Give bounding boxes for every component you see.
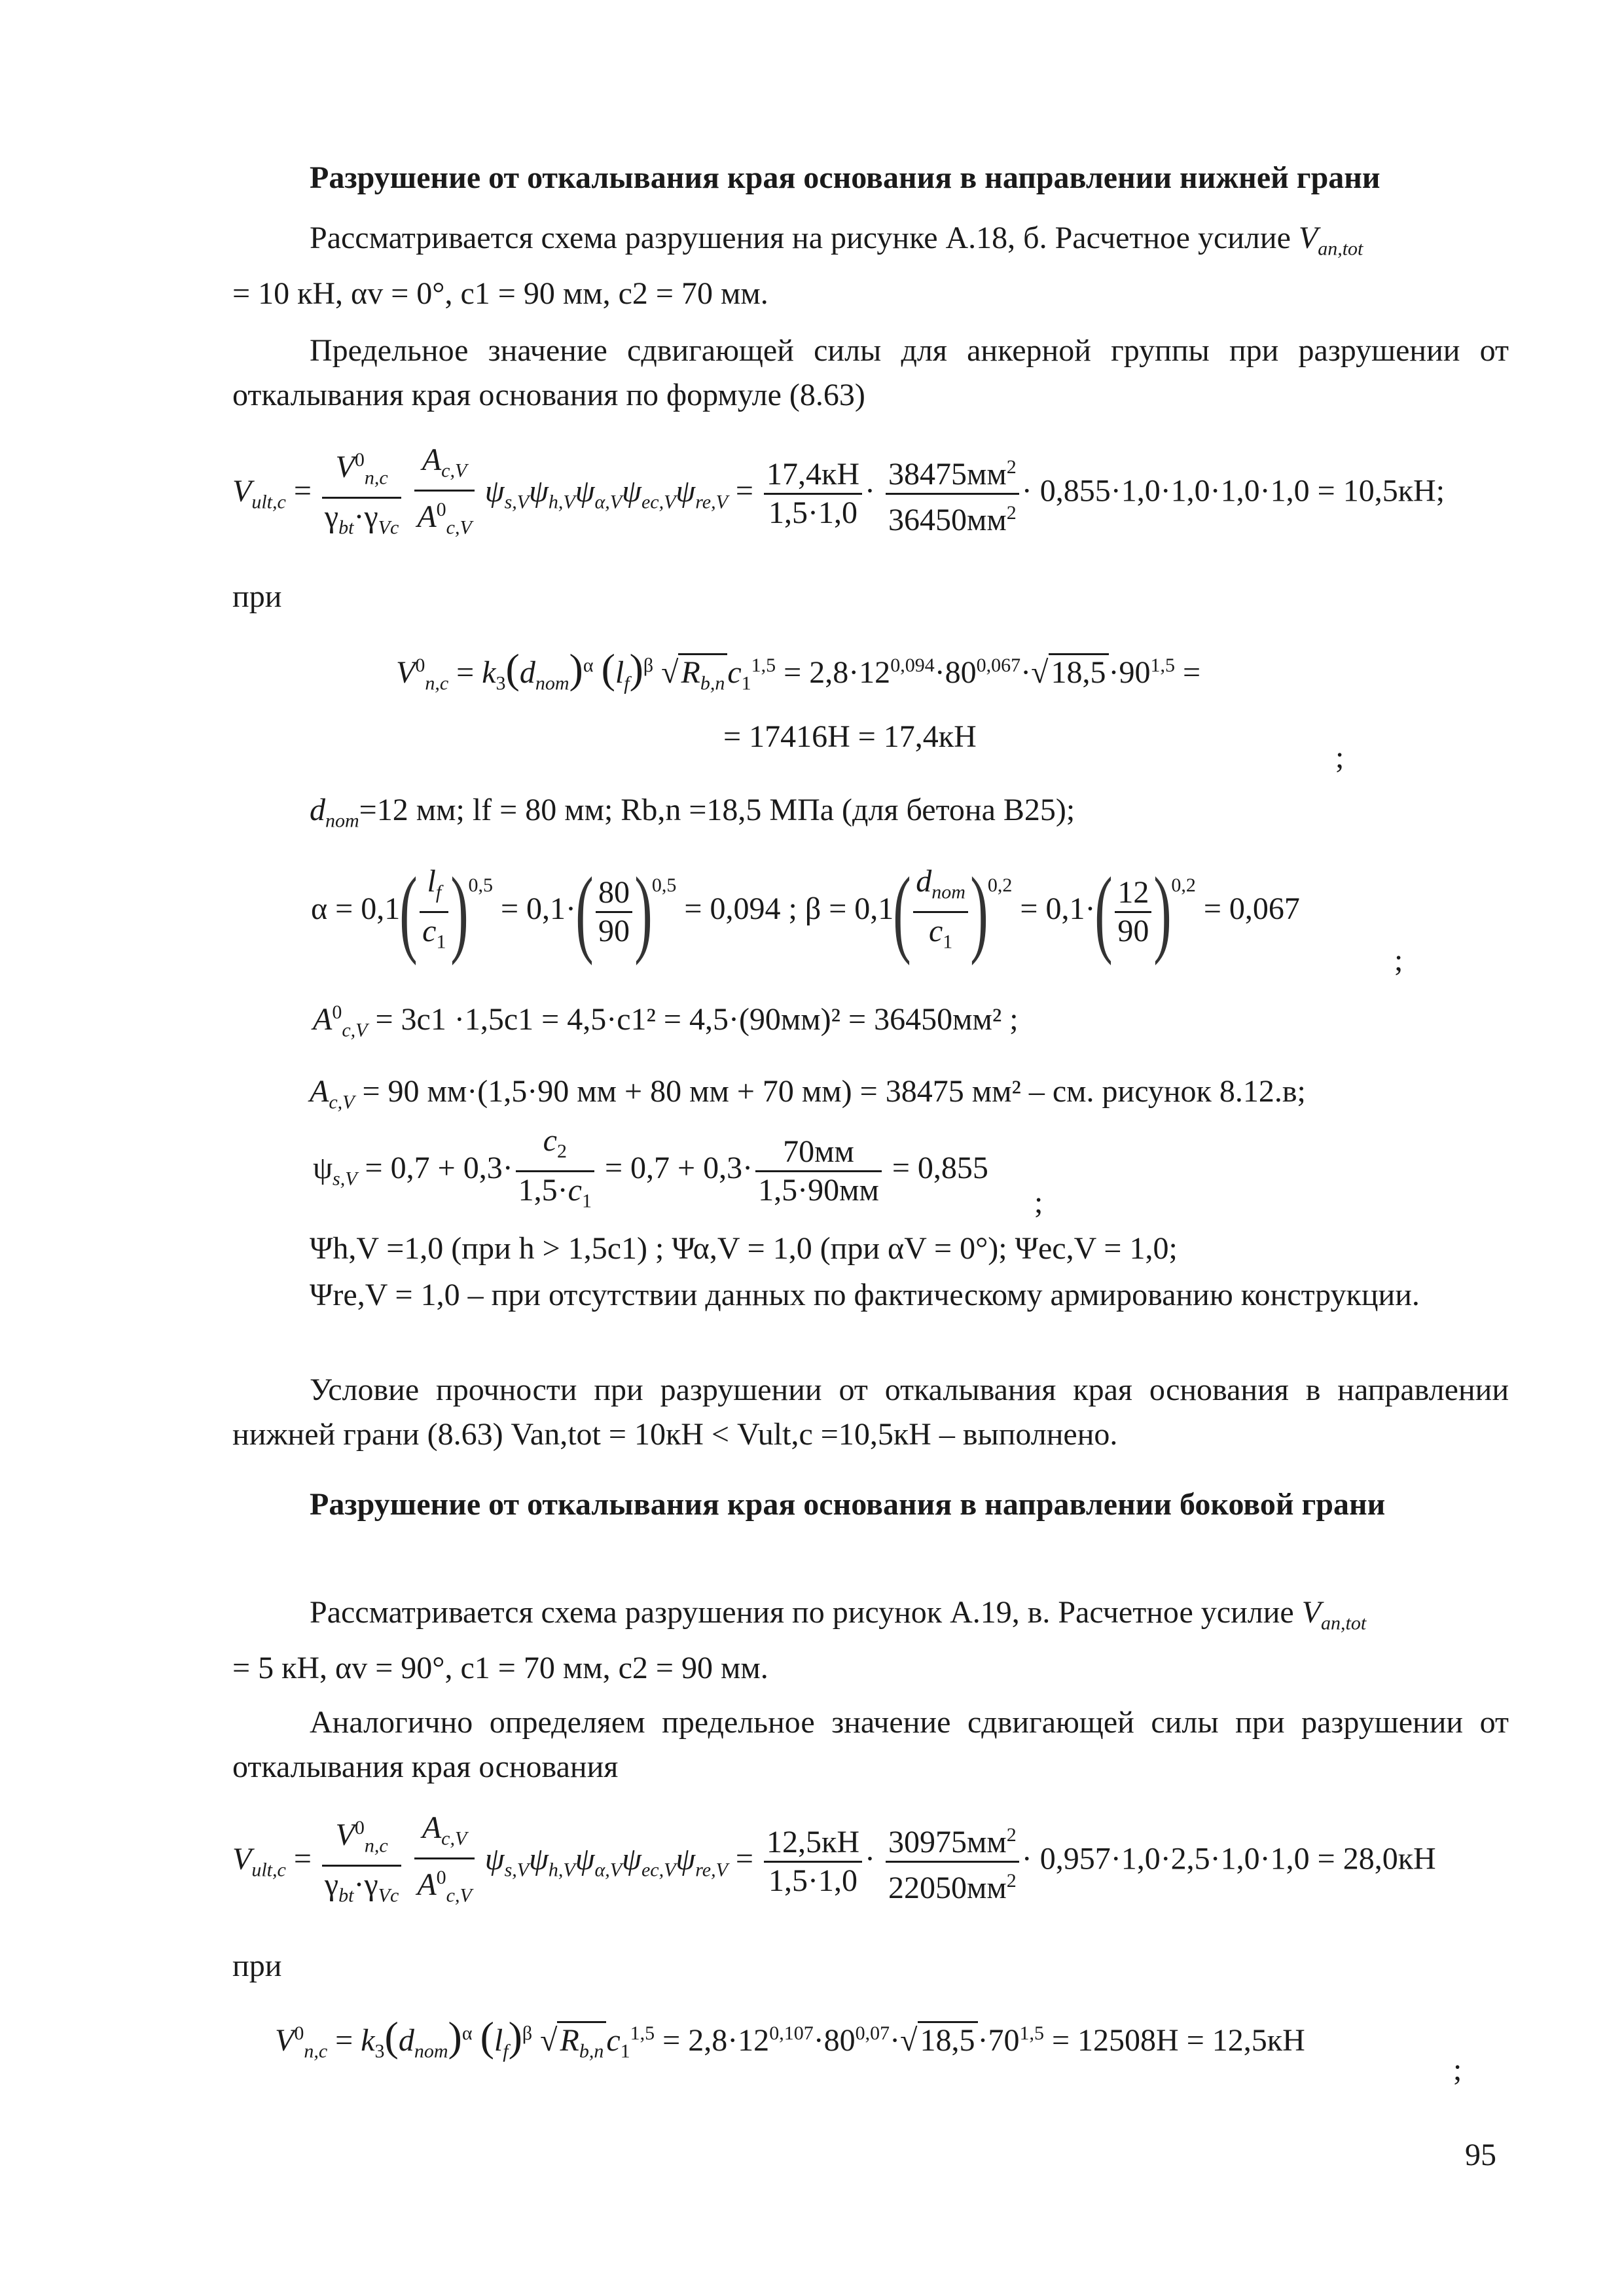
frac-area-den-2: 22050мм [888, 1871, 1007, 1906]
paragraph-scheme-intro-2: Рассматривается схема разрушения по рисунок А.19, в. Расчетное усилие $V_{an,tot}$ = 5 кН, αv = 90°, c1 = 70 мм, c2 = 90 мм. [232, 1590, 1509, 1691]
section-heading-bottom-face: Разрушение от откалывания края основания в направлении нижней грани [310, 160, 1380, 195]
beta-den: 90 [1117, 913, 1149, 948]
paragraph-scheme-intro: Рассматривается схема разрушения на рисунке А.18, б. Расчетное усилие $V_{an,tot}$ = 10 кН, αv = 0°, c1 = 90 мм, c2 = 70 мм. [232, 216, 1509, 316]
alpha-num: 80 [596, 874, 632, 913]
formula-acv: $A_{c,V} = 90$ мм·(1,5·90 мм + 80 мм + 70 мм) = 38475 мм² – см. рисунок 8.12.в; [310, 1074, 1306, 1113]
formula-a0-cv: $A^0_{c,V} = 3c1 \cdot 1,5c1 = 4,5\cdot c1^2 = 4,5\cdot(90мм)^2 = 36450мм^2$ ; [313, 1001, 1019, 1041]
vnc-exp-c: 1,5 [1150, 655, 1175, 676]
paragraph-text: Рассматривается схема разрушения на рисунке А.18, б. Расчетное усилие [310, 221, 1299, 255]
beta-result: = 0,067 [1203, 891, 1300, 927]
frac-force-den: 1,5·1,0 [768, 495, 857, 531]
frac-force-num-2: 12,5кН [764, 1824, 862, 1863]
beta-num: 12 [1115, 874, 1151, 913]
vnc-exp-beta: 0,067 [976, 655, 1021, 676]
frac-force-den-2: 1,5·1,0 [768, 1863, 857, 1899]
psi-s-result: = 0,855 [892, 1151, 988, 1186]
alpha-result: = 0,094 ; [684, 891, 797, 927]
vnc-values-2: = 2,8·12 [662, 2023, 770, 2058]
alpha-den: 90 [598, 913, 630, 948]
vnc-result-2: = 12508Н = 12,5кН [1051, 2023, 1305, 2058]
formula-v0-nc-result: = 17416Н = 17,4кН [723, 719, 977, 754]
semicolon: ; [1034, 1185, 1043, 1220]
formula-vult-c: $V_{ult,c}$ = $V^0_{n,c}$ $\gamma_{bt}\cdot\gamma_{Vc}$ $\frac{A_{c,V}}{A^0_{c,V}}$ $\psi_{s,V}\psi_{h,V}\psi_{\alpha,V}\psi_{ec,V}\psi_{re,V}$ = 17,4кН 1,5·1,0 · $38475мм^2$ $36450мм^2$ · 0,855·1,0·1,0·1,0·1,0 = 10,5кН; [232, 442, 1445, 539]
semicolon: ; [1394, 943, 1403, 978]
formula-v0-nc: $V^0_{n,c} = k_3(d_{nom})^\alpha$ $(l_f)^\beta$ $√R_{b,n}c_1^{1,5} = 2,8\cdot 12^{0,094}\cdot 80^{0,067}\cdot√18,5\cdot 90^{1,5}$ = [396, 645, 1201, 694]
frac-area-num-2: 30975мм [888, 1825, 1007, 1860]
psi-s-num: 70мм [755, 1134, 882, 1172]
semicolon: ; [1335, 740, 1344, 775]
paragraph-text: = 5 кН, αv = 90°, c1 = 70 мм, c2 = 90 мм. [232, 1650, 768, 1685]
frac-area-num: 38475мм [888, 457, 1007, 492]
params-line: $d_{nom}=12$ мм; lf = 80 мм; Rb,n =18,5 МПа (для бетона В25); [310, 793, 1075, 832]
formula-psi-s: $\psi_{s,V} = 0,7 + 0,3\cdot$ $\frac{c_2}{1,5\cdot c_1}$ = 0,7 + 0,3· 70мм 1,5·90мм = 0,855 [313, 1123, 988, 1212]
alpha-eq: = 0,1· [500, 891, 576, 927]
page-number: 95 [1465, 2138, 1496, 2172]
vnc-values: = 2,8·12 [784, 655, 891, 690]
vnc-exp-alpha-2: 0,107 [769, 2022, 814, 2044]
alpha-exp: 0,5 [651, 874, 677, 897]
frac-area-den: 36450мм [888, 503, 1007, 538]
strength-condition-1: Условие прочности при разрушении от откалывания края основания в направлении нижней грани (8.63) Van,tot = 10кН < Vult,c =10,5кН – выполнено. [232, 1372, 1509, 1452]
frac-force-num: 17,4кН [764, 456, 862, 495]
psi-s-first: = 0,7 + 0,3· [365, 1151, 513, 1186]
psi-re-line: Ψre,V = 1,0 – при отсутствии данных по фактическому армированию конструкции. [310, 1278, 1420, 1312]
paragraph-limit-intro-2: Аналогично определяем предельное значение сдвигающей силы при разрушении от откалывания края основания [232, 1705, 1509, 1784]
vnc-exp-beta-2: 0,07 [855, 2022, 890, 2044]
vnc-exp-c-2: 1,5 [1019, 2022, 1044, 2044]
formula-vult-c-2: $V_{ult,c}$ = $V^0_{n,c}$ $\gamma_{bt}\cdot\gamma_{Vc}$ $\frac{A_{c,V}}{A^0_{c,V}}$ $\psi_{s,V}\psi_{h,V}\psi_{\alpha,V}\psi_{ec,V}\psi_{re,V}$ = 12,5кН 1,5·1,0 · $30975мм^2$ $22050мм^2$ · 0,957·1,0·2,5·1,0·1,0 = 28,0кН [232, 1810, 1436, 1907]
semicolon: ; [1453, 2053, 1462, 2087]
vnc-mid-2: ·80 [813, 2023, 856, 2058]
paragraph-text: = 10 кН, αv = 0°, c1 = 90 мм, c2 = 70 мм. [232, 276, 768, 311]
params-text: =12 мм; lf = 80 мм; Rb,n =18,5 МПа (для бетона В25); [359, 793, 1075, 827]
label-pri-2: при [232, 1948, 282, 1983]
label-pri: при [232, 579, 282, 614]
beta-exp: 0,2 [1171, 874, 1196, 897]
paragraph-limit-intro: Предельное значение сдвигающей силы для анкерной группы при разрушении от откалывания края основания по формуле (8.63) [232, 333, 1509, 412]
vnc-root: 18,5 [1049, 653, 1109, 690]
a0-text: = 3c1 ·1,5c1 = 4,5·c1² = 4,5·(90мм)² = 36450мм² [375, 1002, 1002, 1037]
vnc-mid: ·80 [934, 655, 977, 690]
vnc-end: ·90 [1108, 655, 1151, 690]
vnc-root-2: 18,5 [918, 2021, 978, 2058]
vnc-exp-alpha: 0,094 [890, 655, 935, 676]
formula-v0-nc-2: $V^0_{n,c} = k_3(d_{nom})^\alpha$ $(l_f)^\beta$ $√R_{b,n}c_1^{1,5} = 2,8\cdot 12^{0,107}\cdot 80^{0,07}\cdot√18,5\cdot 70^{1,5} = 12508Н = 12,5кН$ [275, 2013, 1305, 2062]
acv-text: = 90 мм·(1,5·90 мм + 80 мм + 70 мм) = 38475 мм² – см. рисунок 8.12.в; [362, 1074, 1306, 1109]
formula-alpha-beta: α = 0,1( $\frac{l_f}{c_1}$ )$^{0,5}$ = 0,1·( $\frac{80}{90}$ )$^{0,5}$ = 0,094 ; β = 0,1( $d_{nom}$ $c_1$ )$^{0,2}$ = 0,1·( $\frac{12}{90}$ )$^{0,2}$ = 0,067 [311, 857, 1300, 966]
formula-values-2: 0,957·1,0·2,5·1,0·1,0 = 28,0кН [1039, 1841, 1436, 1876]
psi-coefficients-line: Ψh,V =1,0 (при h > 1,5c1) ; Ψα,V = 1,0 (при αV = 0°); Ψec,V = 1,0; [310, 1231, 1178, 1266]
psi-s-den: 1,5·90мм [758, 1172, 879, 1208]
vnc-end-2: ·70 [977, 2023, 1020, 2058]
formula-values: 0,855·1,0·1,0·1,0·1,0 = 10,5кН; [1039, 473, 1445, 509]
paragraph-text: Рассматривается схема разрушения по рисунок А.19, в. Расчетное усилие [310, 1595, 1302, 1630]
section-heading-side-face: Разрушение от откалывания края основания в направлении боковой грани [310, 1487, 1386, 1522]
